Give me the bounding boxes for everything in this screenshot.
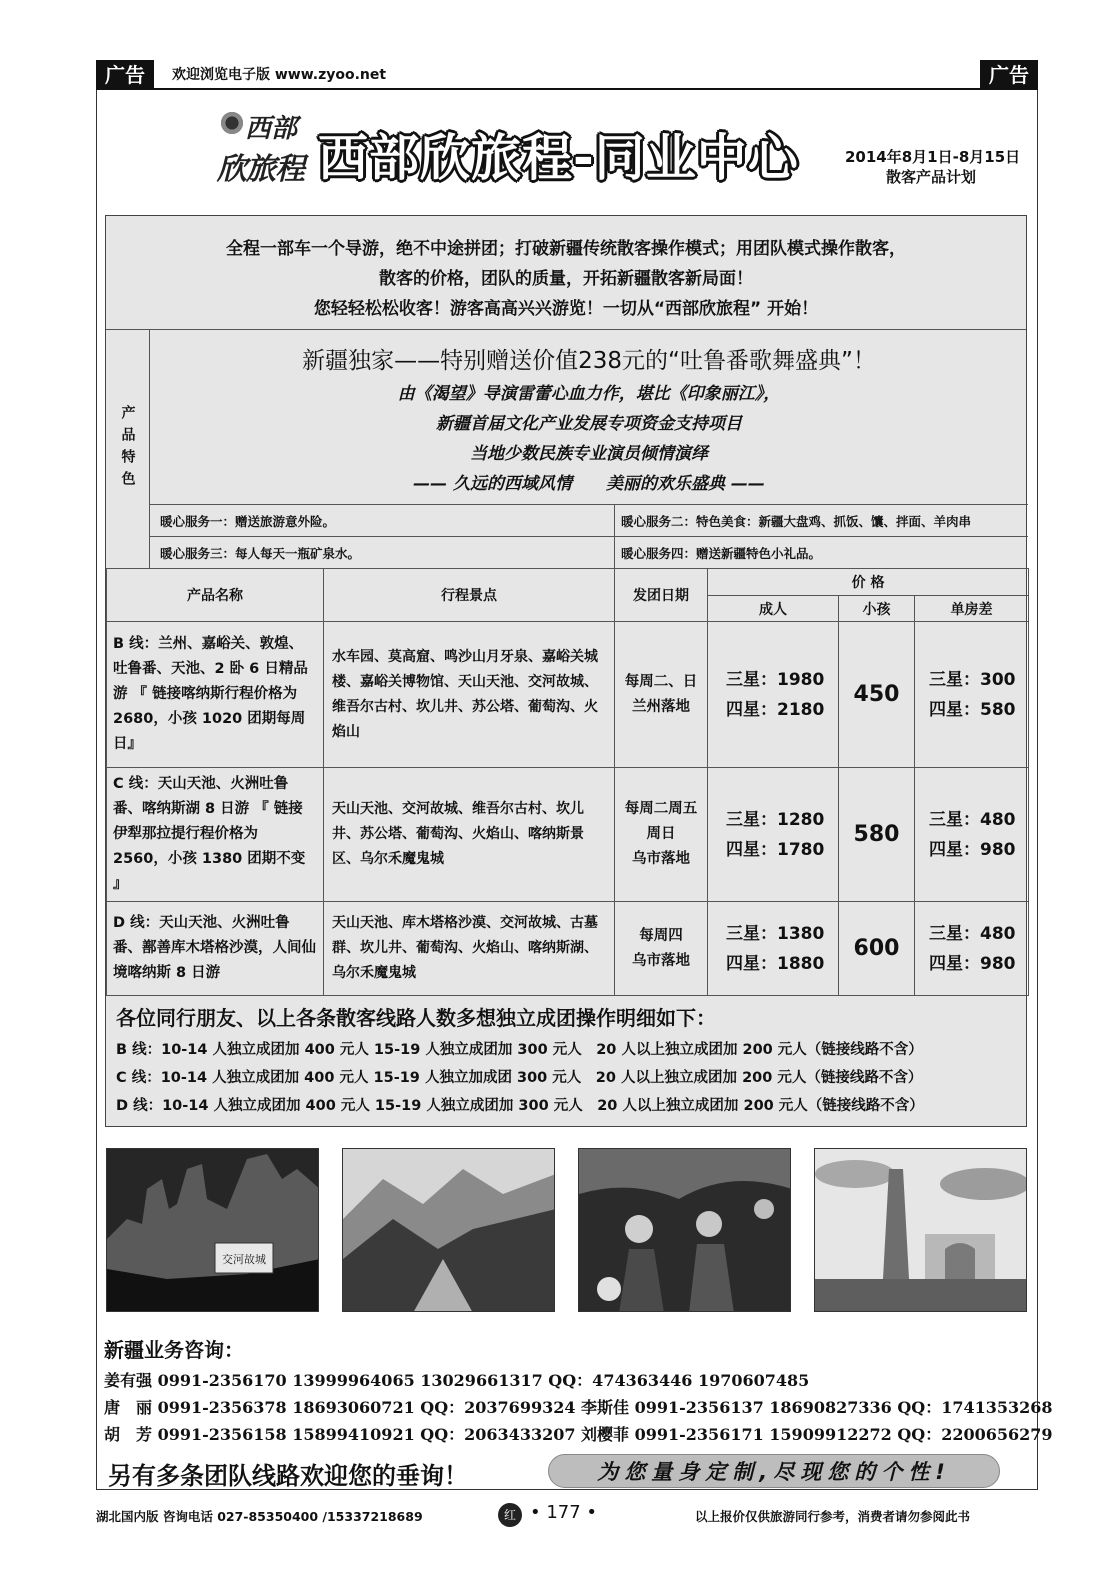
date-range: 2014年8月1日-8月15日: [845, 148, 1021, 166]
edition-badge: 红: [498, 1503, 522, 1527]
adult-price: [708, 622, 839, 768]
route-dates: [615, 768, 708, 902]
features-line: 由《渴望》导演雷蕾心血力作，堪比《印象丽江》，: [397, 384, 781, 404]
features-label-text: 产品特色: [119, 405, 136, 493]
price-line: 三星：480: [929, 809, 1016, 830]
price-line: 四星：1780: [726, 839, 825, 860]
price-line: 四星：2180: [726, 699, 825, 720]
route-spots: 天山天池、库木塔格沙漠、交河故城、古墓群、坎儿井、葡萄沟、火焰山、喀纳斯湖、 乌尔禾魔鬼城: [324, 902, 615, 996]
price-line: 四星：1880: [726, 953, 825, 974]
table-row: [107, 768, 1029, 902]
header-spots: 行程景点: [324, 569, 615, 622]
service-item: 暖心服务四：赠送新疆特色小礼品。: [621, 546, 822, 561]
table-row: [107, 902, 1029, 996]
header-price: 价 格: [708, 569, 1029, 596]
group-line-d: D 线：10-14 人独立成团加 400 元人 15-19 人独立成团加 300 元人 20 人以上独立成团加 200 元人（链接线路不含）: [116, 1098, 924, 1114]
ruins-sign-text: 交河故城: [222, 1253, 266, 1266]
ad-tag-left: 广告: [96, 60, 154, 90]
photo-dancers: [578, 1148, 791, 1312]
photo-jiaohe-ruins: [106, 1148, 319, 1312]
photo-mountain-valley-art: [343, 1149, 555, 1312]
divider: [614, 504, 615, 568]
header-adult: 成人: [708, 596, 839, 622]
group-heading: 各位同行朋友、以上各条散客线路人数多想独立成团操作明细如下：: [116, 1006, 716, 1030]
price-table: [106, 568, 1029, 996]
table-row: [107, 622, 1029, 768]
photo-emin-minaret: [814, 1148, 1027, 1312]
contact-line: 胡 芳 0991-2356158 15899410921 QQ：2063433207 刘樱菲 0991-2356171 15909912272 QQ：2200656279: [104, 1425, 1053, 1444]
header-name: 产品名称: [107, 569, 324, 622]
header-single: 单房差: [915, 596, 1029, 622]
consult-title: 新疆业务咨询：: [104, 1338, 244, 1362]
site-link-text[interactable]: 欢迎浏览电子版 www.zyoo.net: [172, 67, 387, 83]
date-line: 每周二、日: [624, 673, 698, 690]
features-line: 当地少数民族专业演员倾情演绎: [470, 444, 708, 464]
route-name: C 线：天山天池、火洲吐鲁番、喀纳斯湖 8 日游 『 链接伊犁那拉提行程价格为 2560，小孩 1380 团期不变 』: [107, 768, 324, 902]
single-supplement: [915, 622, 1029, 768]
features-line: 新疆首届文化产业发展专项资金支持项目: [436, 414, 742, 434]
contact-line: 姜有强 0991-2356170 13999964065 13029661317 QQ：474363446 1970607485: [104, 1371, 810, 1390]
page-number: • 177 •: [530, 1502, 598, 1523]
adult-price: [708, 768, 839, 902]
header-dates: 发团日期: [615, 569, 708, 622]
slogan-line: 散客的价格，团队的质量，开拓新疆散客新局面！: [379, 269, 753, 289]
sun-icon: [219, 110, 245, 136]
photo-emin-minaret-art: [815, 1149, 1027, 1312]
route-spots: 水车园、莫高窟、鸣沙山月牙泉、嘉峪关城楼、嘉峪关博物馆、天山天池、交河故城、维吾尔古村、坎儿井、苏公塔、葡萄沟、火焰山: [324, 622, 615, 768]
plan-label: 散客产品计划: [886, 168, 977, 186]
features-line: —— 久远的西域风情 美丽的欢乐盛典 ——: [413, 474, 765, 494]
welcome-text: 另有多条团队线路欢迎您的垂询！: [108, 1462, 468, 1490]
footer-edition: 湖北国内版 咨询电话 027-85350400 /15337218689: [96, 1509, 423, 1524]
slogan-line: 您轻轻松松收客！游客高高兴兴游览！一切从“西部欣旅程” 开始！: [313, 299, 819, 319]
price-line: 三星：300: [929, 669, 1016, 690]
route-name: D 线：天山天池、火洲吐鲁番、鄯善库木塔格沙漠，人间仙境喀纳斯 8 日游: [107, 902, 324, 996]
service-item: 暖心服务二：特色美食：新疆大盘鸡、抓饭、馕、拌面、羊肉串: [621, 514, 972, 529]
group-line-c: C 线：10-14 人独立成团加 400 元人 15-19 人独立加成团 300 元人 20 人以上独立成团加 200 元人（链接线路不含）: [116, 1070, 923, 1086]
child-price: 580: [839, 768, 915, 902]
date-line: 兰州落地: [632, 698, 690, 715]
price-line: 四星：580: [929, 699, 1016, 720]
ad-tag-right: 广告: [980, 60, 1038, 90]
header-child: 小孩: [839, 596, 915, 622]
contact-line: 唐 丽 0991-2356378 18693060721 QQ：2037699324 李斯佳 0991-2356137 18690827336 QQ：1741353268: [104, 1398, 1053, 1417]
adult-price: [708, 902, 839, 996]
child-price: 450: [839, 622, 915, 768]
custom-tour-banner: 为您量身定制,尽现您的个性!: [548, 1454, 1000, 1488]
brand-title: 西部欣旅程-同业中心: [318, 129, 799, 187]
footer-disclaimer: 以上报价仅供旅游同行参考，消费者请勿参阅此书: [695, 1509, 971, 1524]
date-line: 乌市落地: [632, 851, 690, 867]
price-line: 四星：980: [929, 839, 1016, 860]
single-supplement: [915, 902, 1029, 996]
main-panel: [105, 215, 1027, 1127]
child-price: 600: [839, 902, 915, 996]
service-item: 暖心服务一：赠送旅游意外险。: [160, 514, 336, 529]
brand-logo: [215, 108, 315, 186]
price-line: 三星：480: [929, 923, 1016, 944]
route-name: B 线：兰州、嘉峪关、敦煌、吐鲁番、天池、2 卧 6 日精品游 『 链接喀纳斯行程价格为 2680，小孩 1020 团期每周日』: [107, 622, 324, 768]
photo-mountain-valley: [342, 1148, 555, 1312]
service-item: 暖心服务三：每人每天一瓶矿泉水。: [160, 546, 361, 561]
price-line: 四星：980: [929, 953, 1016, 974]
price-line: 三星：1280: [726, 809, 825, 830]
route-spots: 天山天池、交河故城、维吾尔古村、坎儿井、苏公塔、葡萄沟、火焰山、喀纳斯景区、乌尔禾魔鬼城: [324, 768, 615, 902]
logo-line-2: 欣旅程: [217, 152, 304, 187]
logo-line-1: 西部: [245, 114, 298, 144]
divider: [106, 329, 1026, 330]
date-line: 乌市落地: [632, 952, 690, 969]
single-supplement: [915, 768, 1029, 902]
photo-jiaohe-ruins-art: [107, 1149, 319, 1312]
features-headline: 新疆独家——特别赠送价值238元的“吐鲁番歌舞盛典”！: [302, 348, 876, 374]
date-line: 每周四: [639, 927, 683, 944]
divider: [150, 504, 1028, 505]
divider: [150, 536, 1028, 537]
date-line: 每周二周五: [624, 801, 698, 817]
price-line: 三星：1380: [726, 923, 825, 944]
features-label: [106, 330, 150, 568]
price-line: 三星：1980: [726, 669, 825, 690]
route-dates: [615, 622, 708, 768]
slogan-line: 全程一部车一个导游，绝不中途拼团；打破新疆传统散客操作模式；用团队模式操作散客，: [226, 239, 906, 259]
group-line-b: B 线：10-14 人独立成团加 400 元人 15-19 人独立成团加 300 元人 20 人以上独立成团加 200 元人（链接线路不含）: [116, 1042, 923, 1058]
date-line: 周日: [646, 826, 676, 842]
photo-dancers-art: [579, 1149, 791, 1312]
route-dates: [615, 902, 708, 996]
